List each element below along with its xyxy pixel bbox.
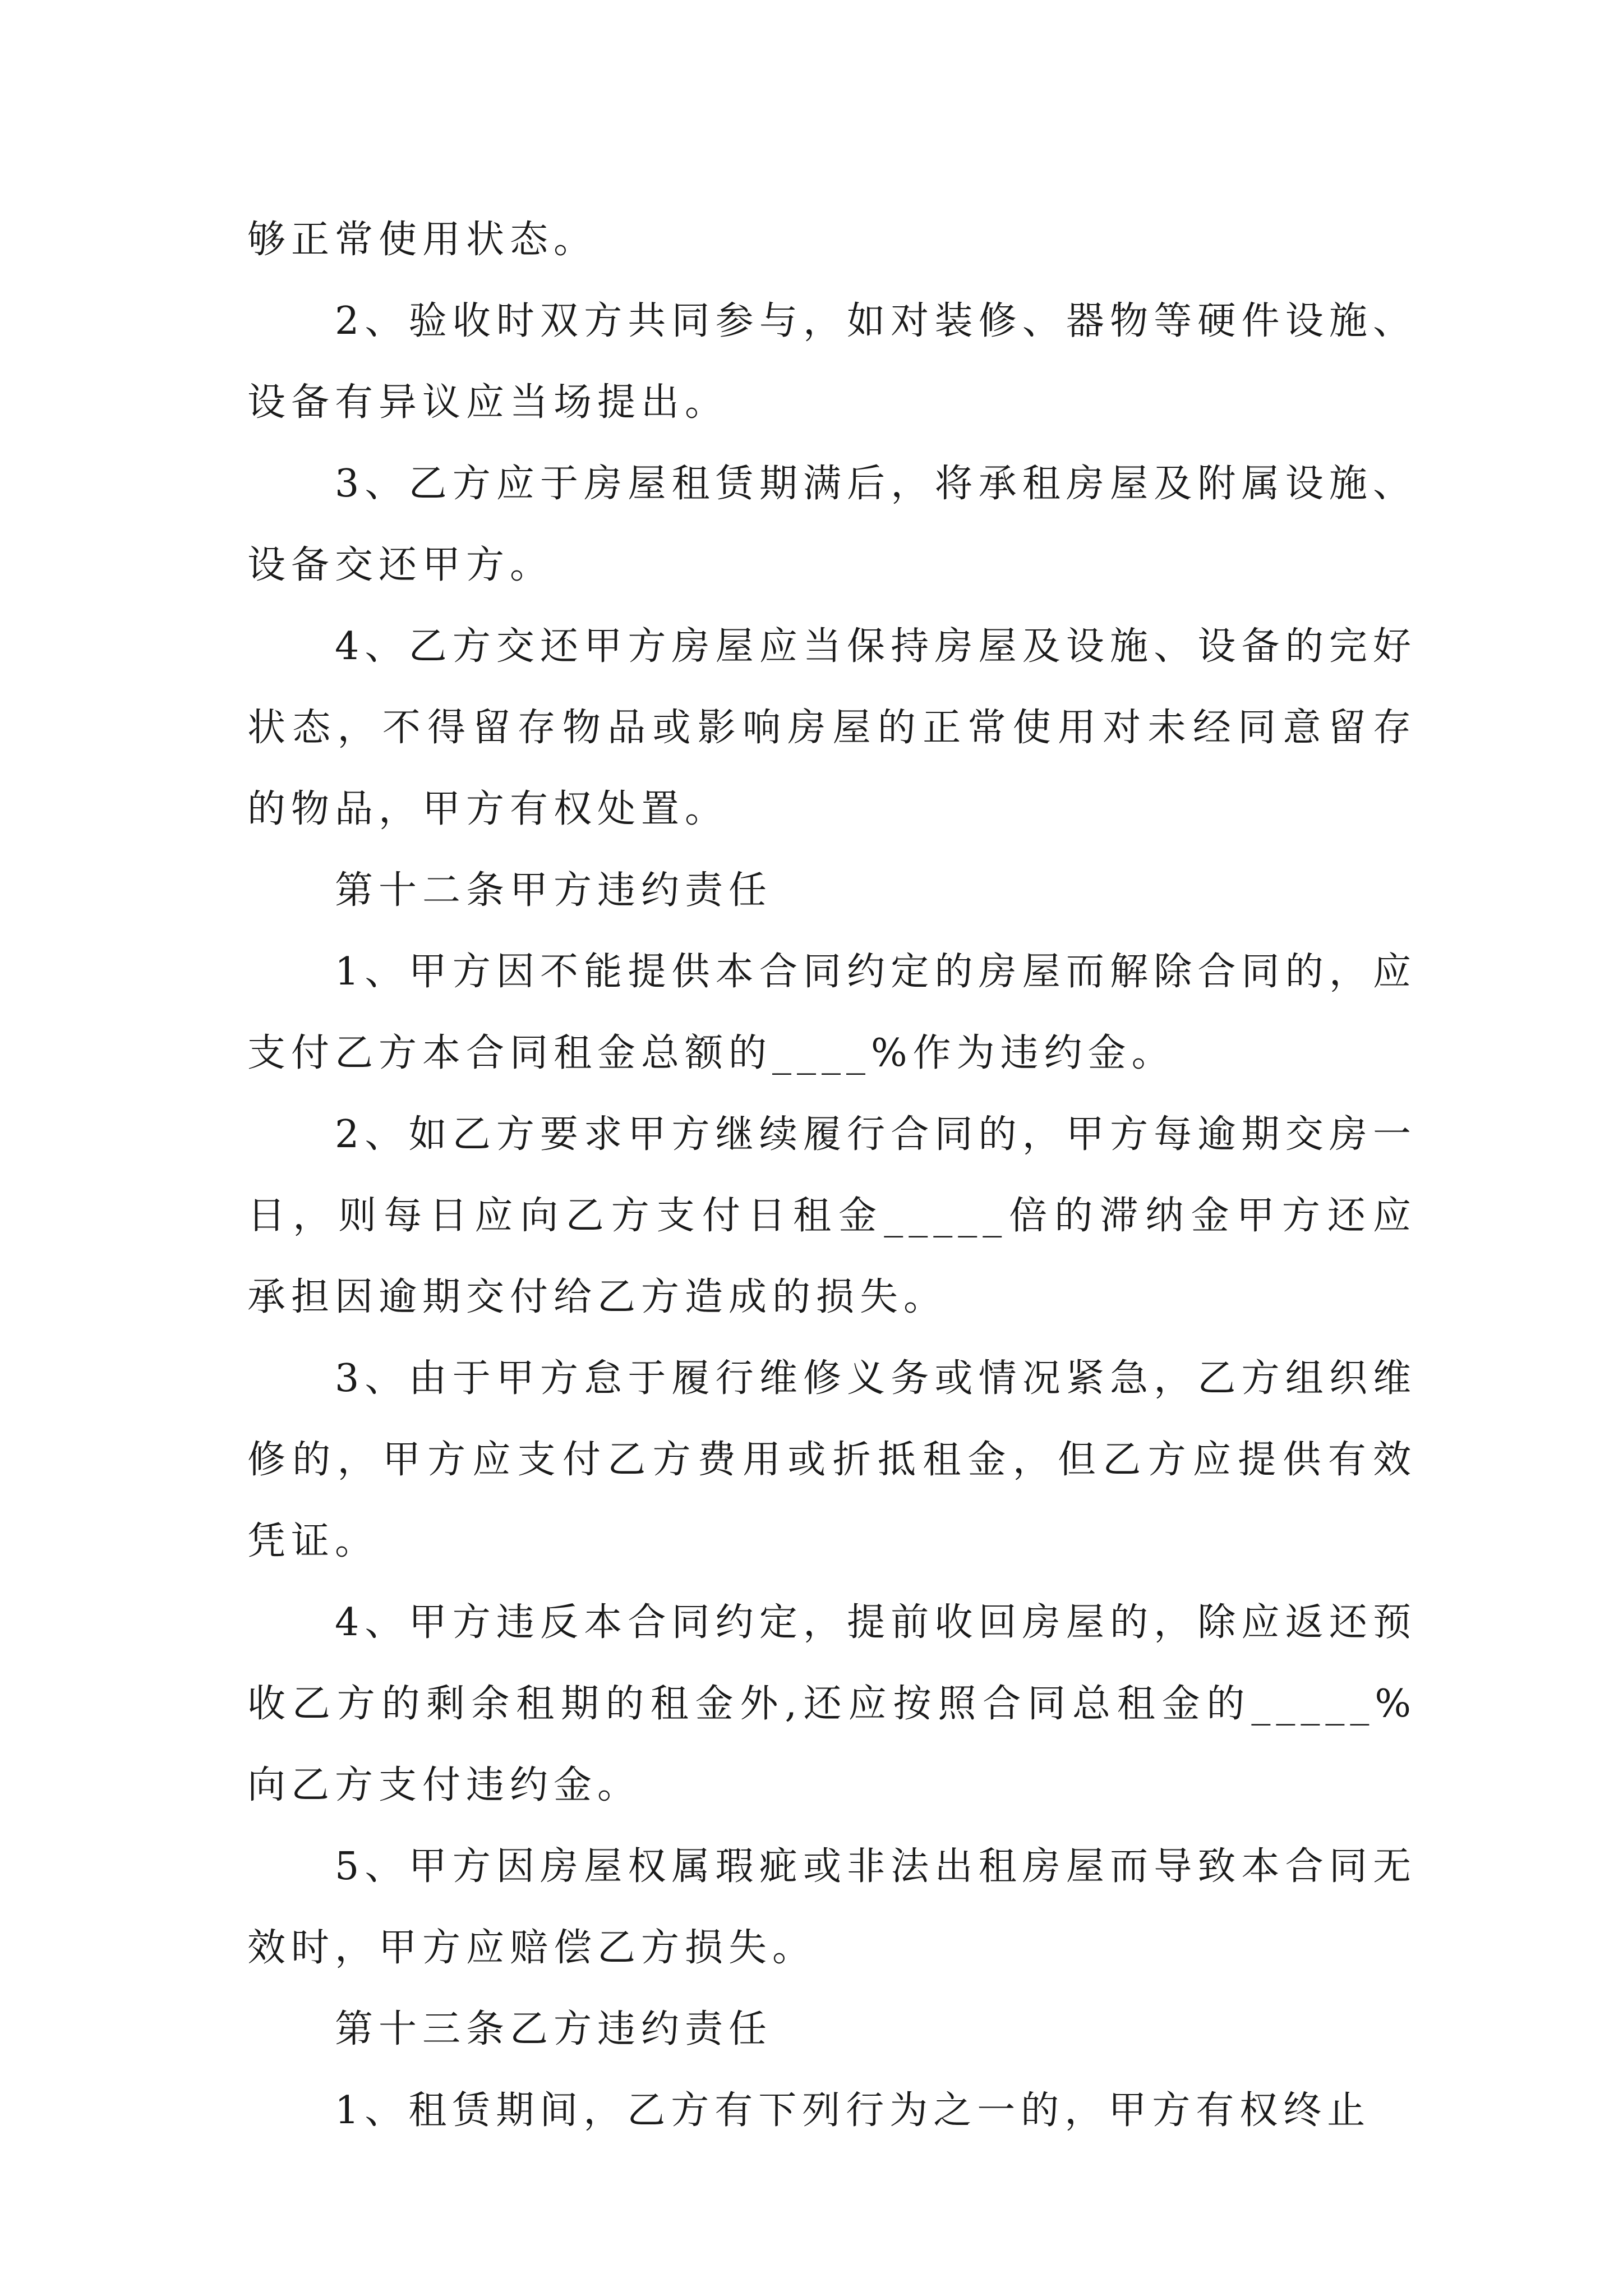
paragraph-article-12-item-4: 4、甲方违反本合同约定，提前收回房屋的，除应返还预收乙方的剩余租期的租金外,还应按照合同总租金的_____%向乙方支付违约金。 [247, 1600, 1417, 1807]
section-heading-article-13: 第十三条乙方违约责任 [335, 2007, 773, 2051]
section-heading-article-12: 第十二条甲方违约责任 [335, 868, 773, 913]
paragraph-article-12-item-5: 5、甲方因房屋权属瑕疵或非法出租房屋而导致本合同无效时，甲方应赔偿乙方损失。 [247, 1844, 1417, 1970]
paragraph-article-13-item-1: 1、租赁期间，乙方有下列行为之一的，甲方有权终止 [335, 2088, 1371, 2133]
paragraph-article-12-item-2: 2、如乙方要求甲方继续履行合同的，甲方每逾期交房一日，则每日应向乙方支付日租金_____倍的滞纳金甲方还应承担因逾期交付给乙方造成的损失。 [247, 1112, 1417, 1319]
paragraph-article-12-item-1: 1、甲方因不能提供本合同约定的房屋而解除合同的，应支付乙方本合同租金总额的____%作为违约金。 [247, 950, 1417, 1075]
paragraph-continuation: 够正常使用状态。 [247, 218, 598, 262]
paragraph-clause-4: 4、乙方交还甲方房屋应当保持房屋及设施、设备的完好状态，不得留存物品或影响房屋的正常使用对未经同意留存的物品，甲方有权处置。 [247, 624, 1417, 831]
paragraph-article-12-item-3: 3、由于甲方怠于履行维修义务或情况紧急，乙方组织维修的，甲方应支付乙方费用或折抵租金，但乙方应提供有效凭证。 [247, 1356, 1417, 1563]
document-body [247, 199, 1417, 2151]
paragraph-clause-3: 3、乙方应于房屋租赁期满后，将承租房屋及附属设施、设备交还甲方。 [247, 462, 1417, 587]
paragraph-clause-2: 2、验收时双方共同参与，如对装修、器物等硬件设施、设备有异议应当场提出。 [247, 299, 1417, 425]
